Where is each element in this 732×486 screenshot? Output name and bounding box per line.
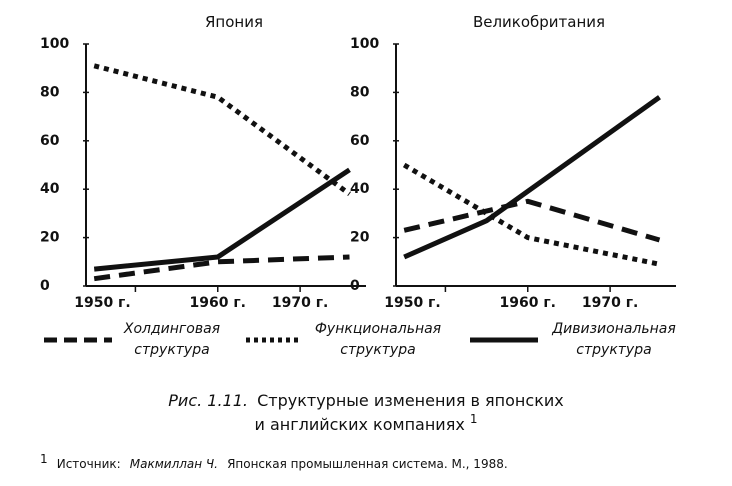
series-line-dotted <box>404 165 659 264</box>
y-tick-label: 0 <box>40 278 50 294</box>
chart-japan <box>40 13 366 311</box>
y-tick-label: 80 <box>40 84 60 101</box>
y-tick-label: 40 <box>350 181 370 198</box>
x-tick-label: 1970 г. <box>271 295 329 311</box>
legend-label-line1: Холдинговая <box>123 321 221 337</box>
legend-label-line1: Дивизиональная <box>552 321 676 337</box>
footnote-mark: 1 <box>469 412 478 426</box>
caption-label: Рис. 1.11. <box>168 391 249 410</box>
x-tick-label: 1960 г. <box>189 295 247 311</box>
caption-line1 <box>168 391 563 410</box>
legend-label-line2: структура <box>340 342 416 358</box>
chart-title-japan: Япония <box>205 13 263 31</box>
y-tick-label: 40 <box>40 181 60 198</box>
chart-uk <box>350 13 676 311</box>
source-author: Макмиллан Ч. <box>129 457 218 471</box>
series-line-dotted <box>94 66 349 194</box>
legend-item-holding <box>44 321 220 358</box>
x-tick-label: 1950 г. <box>384 295 441 311</box>
source-note <box>40 448 508 472</box>
y-tick-label: 60 <box>40 132 60 149</box>
y-tick-label: 0 <box>350 278 360 294</box>
x-tick-label: 1950 г. <box>74 295 131 311</box>
series-line-dashed <box>404 201 659 240</box>
y-tick-label: 80 <box>350 84 370 101</box>
source-mark: 1 <box>40 452 48 466</box>
chart-title-uk: Великобритания <box>472 13 606 31</box>
x-tick-label: 1960 г. <box>499 295 557 311</box>
caption-text: Структурные изменения в японских <box>257 391 564 410</box>
figure-caption <box>168 391 563 434</box>
series-line-solid <box>94 170 349 269</box>
source-prefix: Источник: <box>56 457 121 471</box>
series-line-solid <box>404 97 659 257</box>
legend-label-line1: Функциональная <box>314 321 442 337</box>
legend-label-line2: структура <box>134 342 210 358</box>
legend-item-functional <box>246 321 441 358</box>
y-tick-label: 20 <box>40 229 60 246</box>
y-tick-label: 60 <box>350 132 370 149</box>
caption-line2 <box>254 412 477 434</box>
legend-label-line2: структура <box>576 342 652 358</box>
legend <box>44 321 676 358</box>
source-rest: Японская промышленная система. М., 1988. <box>227 457 508 471</box>
y-tick-label: 100 <box>350 36 380 52</box>
legend-item-divisional <box>470 321 676 358</box>
caption-text: и английских компаниях <box>254 415 465 434</box>
y-tick-label: 100 <box>40 36 70 52</box>
x-tick-label: 1970 г. <box>581 295 639 311</box>
y-tick-label: 20 <box>350 229 370 246</box>
